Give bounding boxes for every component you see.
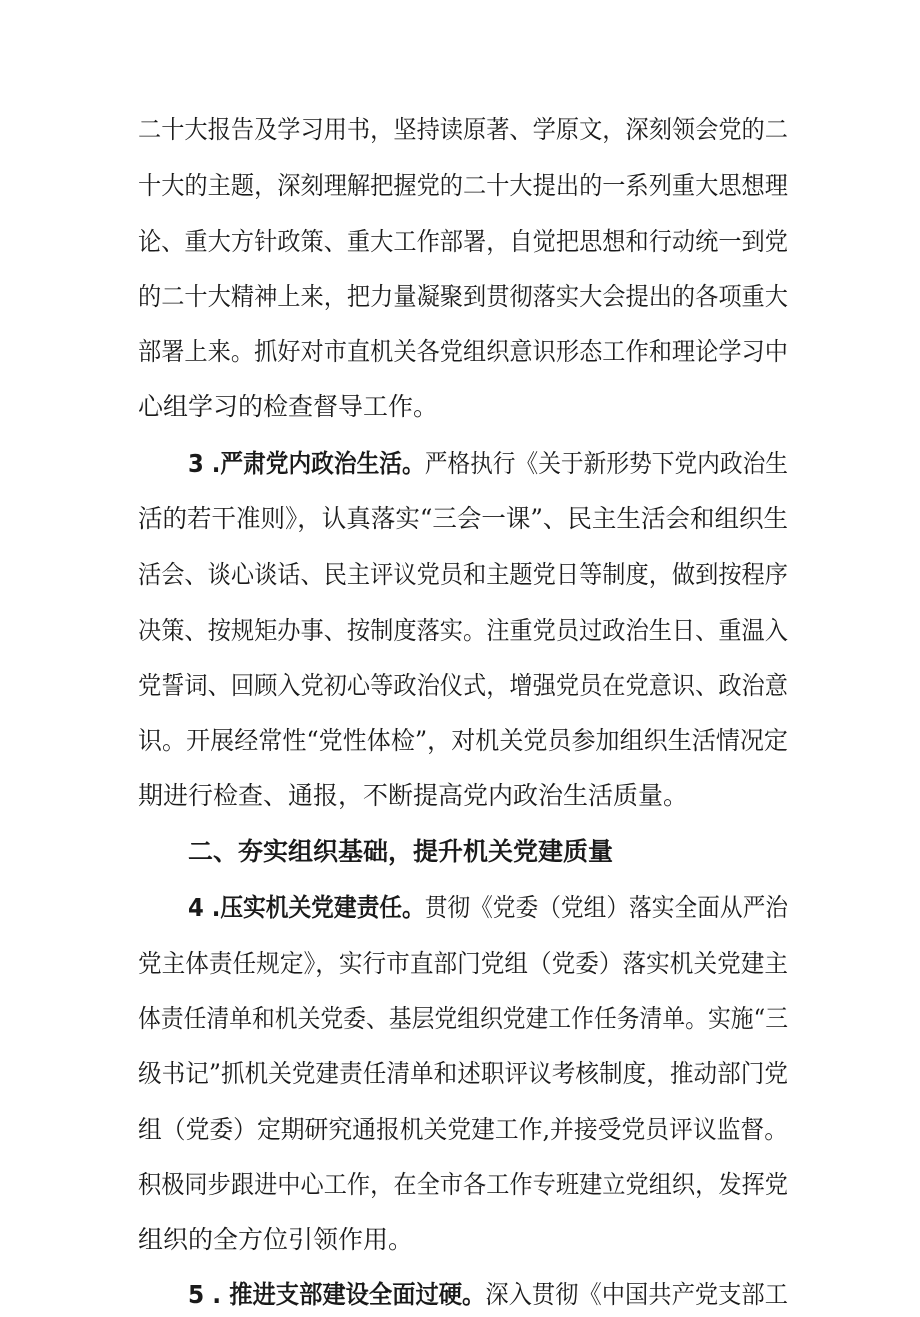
section-heading-5 <box>188 1273 788 1317</box>
text-line <box>138 997 788 1041</box>
line-text: 积极同步跟进中心工作，在全市各工作专班建立党组织，发挥党 <box>138 1170 788 1199</box>
text-line <box>138 609 788 653</box>
text-line <box>138 330 788 374</box>
line-text: 的二十大精神上来，把力量凝聚到贯彻落实大会提出的各项重大 <box>138 282 788 311</box>
line-text: 严格执行《关于新形势下党内政治生 <box>424 449 788 478</box>
line-text: 级书记”抓机关党建责任清单和述职评议考核制度，推动部门党 <box>138 1059 788 1088</box>
line-text: 二十大报告及学习用书，坚持读原著、学原文，深刻领会党的二 <box>138 115 788 144</box>
line-text: 期进行检查、通报，不断提高党内政治生活质量。 <box>138 781 689 810</box>
section-heading-3 <box>188 442 788 486</box>
line-text: 组织的全方位引领作用。 <box>138 1225 414 1254</box>
line-text: 活会、谈心谈话、民主评议党员和主题党日等制度，做到按程序 <box>138 560 788 589</box>
text-line <box>138 1163 788 1207</box>
line-text: 深入贯彻《中国共产党支部工 <box>485 1280 788 1309</box>
line-text: 部署上来。抓好对市直机关各党组织意识形态工作和理论学习中 <box>138 337 788 366</box>
text-line <box>138 719 788 763</box>
chapter-heading <box>188 830 788 874</box>
text-line <box>138 942 788 986</box>
text-line <box>138 385 788 429</box>
text-line <box>138 220 788 264</box>
text-line <box>138 1218 788 1262</box>
line-text: 党主体责任规定》，实行市直部门党组（党委）落实机关党建主 <box>138 949 788 978</box>
line-text: 论、重大方针政策、重大工作部署，自觉把思想和行动统一到党 <box>138 227 788 256</box>
heading-text: 5 . 推进支部建设全面过硬。 <box>188 1280 486 1309</box>
text-line <box>138 164 788 208</box>
line-text: 贯彻《党委（党组）落实全面从严治 <box>424 893 788 922</box>
line-text: 活的若干准则》，认真落实“三会一课”、民主生活会和组织生 <box>138 504 788 533</box>
text-line <box>138 553 788 597</box>
text-line <box>138 108 788 152</box>
text-line <box>138 497 788 541</box>
line-text: 组（党委）定期研究通报机关党建工作,并接受党员评议监督。 <box>138 1115 788 1144</box>
text-line <box>138 1108 788 1152</box>
section-heading-4 <box>188 886 788 930</box>
line-text: 决策、按规矩办事、按制度落实。注重党员过政治生日、重温入 <box>138 616 788 645</box>
heading-text: 二、夯实组织基础，提升机关党建质量 <box>188 837 614 866</box>
line-text: 十大的主题，深刻理解把握党的二十大提出的一系列重大思想理 <box>138 171 788 200</box>
line-text: 党誓词、回顾入党初心等政治仪式，增强党员在党意识、政治意 <box>138 671 788 700</box>
line-text: 识。开展经常性“党性体检”，对机关党员参加组织生活情况定 <box>138 726 788 755</box>
line-text: 体责任清单和机关党委、基层党组织党建工作任务清单。实施“三 <box>138 1004 788 1033</box>
heading-text: 3 .严肃党内政治生活。 <box>188 449 425 478</box>
text-line <box>138 1052 788 1096</box>
line-text: 心组学习的检查督导工作。 <box>138 392 439 421</box>
text-line <box>138 774 788 818</box>
text-line <box>138 664 788 708</box>
text-line <box>138 275 788 319</box>
heading-text: 4 .压实机关党建责任。 <box>188 893 425 922</box>
